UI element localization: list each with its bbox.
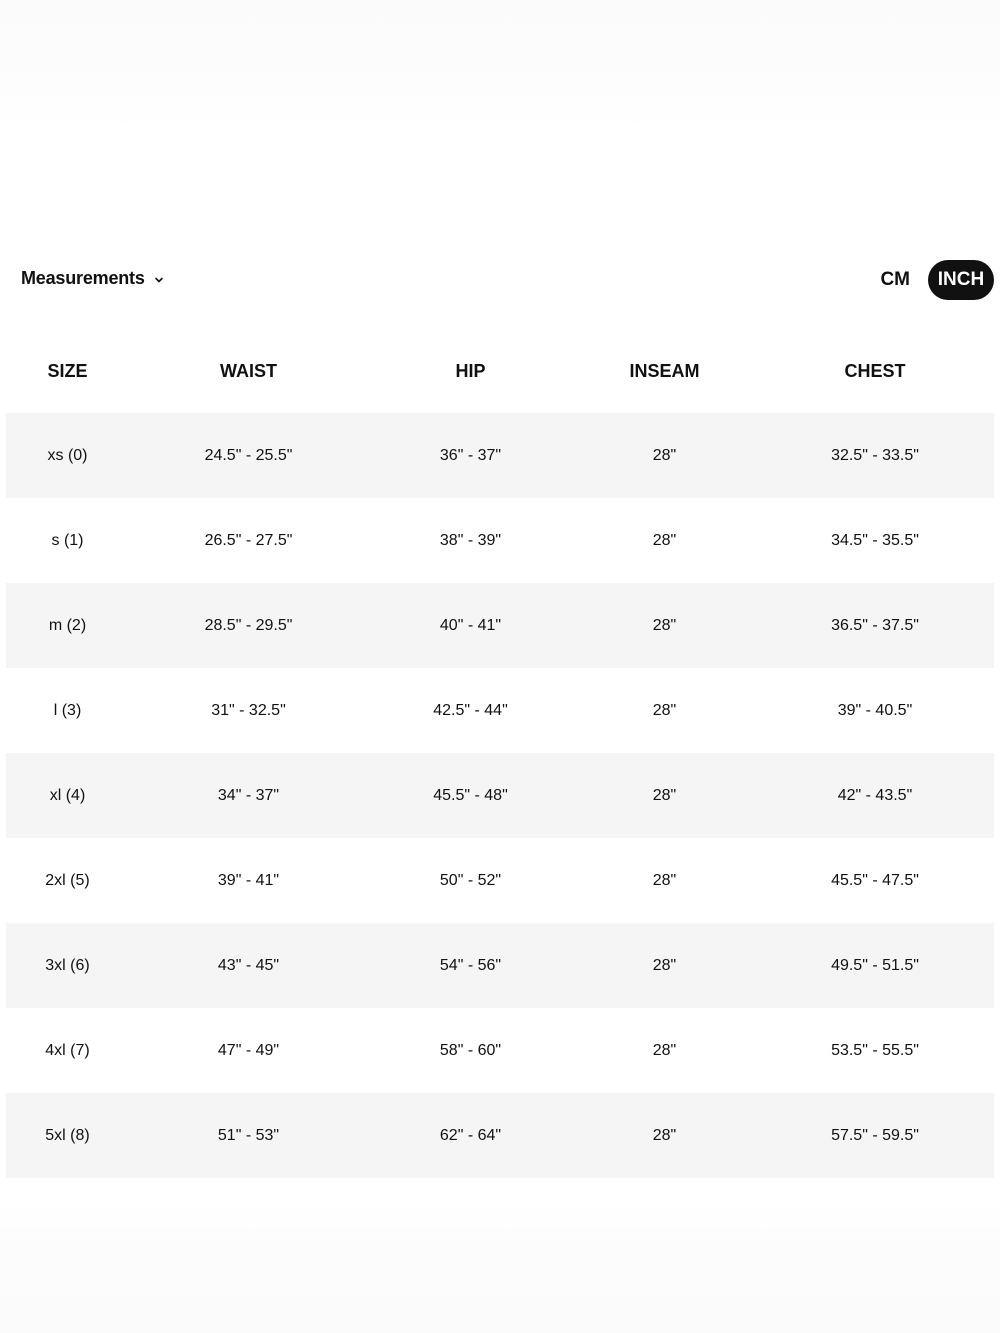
table-row [6, 1093, 994, 1178]
table-row [6, 498, 994, 583]
header-waist: WAIST [220, 361, 277, 381]
measurements-label: Measurements [21, 268, 145, 288]
cell-waist: 43" - 45" [217, 956, 280, 974]
cell-size: xs (0) [47, 446, 88, 464]
cell-inseam: 28" [652, 956, 677, 974]
cell-hip: 45.5" - 48" [433, 786, 508, 804]
cell-size: 2xl (5) [45, 871, 90, 889]
table-row [6, 583, 994, 668]
cell-size: s (1) [51, 531, 84, 549]
cell-inseam: 28" [652, 531, 677, 549]
cell-hip: 58" - 60" [439, 1041, 502, 1059]
cell-chest: 57.5" - 59.5" [831, 1126, 919, 1144]
unit-toggle [880, 260, 994, 300]
cell-inseam: 28" [652, 1126, 677, 1144]
cell-chest: 45.5" - 47.5" [831, 871, 919, 889]
cell-size: 5xl (8) [45, 1126, 90, 1144]
top-background [0, 0, 1000, 130]
cell-size: l (3) [53, 701, 82, 719]
cell-hip: 42.5" - 44" [433, 701, 508, 719]
cell-size: m (2) [48, 616, 87, 634]
cell-chest: 42" - 43.5" [837, 786, 913, 804]
cell-chest: 36.5" - 37.5" [831, 616, 919, 634]
size-chart-toolbar [0, 258, 1000, 302]
cell-inseam: 28" [652, 446, 677, 464]
unit-inch-button[interactable]: INCH [928, 260, 994, 300]
cell-size: 4xl (7) [45, 1041, 90, 1059]
cell-waist: 26.5" - 27.5" [204, 531, 293, 549]
table-row [6, 1008, 994, 1093]
cell-waist: 28.5" - 29.5" [204, 616, 293, 634]
cell-inseam: 28" [652, 616, 677, 634]
cell-size: 3xl (6) [45, 956, 90, 974]
header-hip: HIP [455, 361, 486, 381]
cell-chest: 32.5" - 33.5" [831, 446, 919, 464]
unit-cm-button[interactable]: CM [880, 269, 910, 290]
cell-inseam: 28" [652, 1041, 677, 1059]
header-inseam: INSEAM [629, 361, 700, 381]
cell-waist: 34" - 37" [217, 786, 280, 804]
cell-chest: 49.5" - 51.5" [831, 956, 919, 974]
cell-hip: 54" - 56" [439, 956, 502, 974]
table-body [6, 413, 994, 1178]
table-row [6, 838, 994, 923]
cell-hip: 50" - 52" [439, 871, 502, 889]
bottom-background [0, 1200, 1000, 1333]
cell-chest: 53.5" - 55.5" [831, 1041, 919, 1059]
cell-waist: 51" - 53" [217, 1126, 280, 1144]
table-row [6, 668, 994, 753]
table-row [6, 923, 994, 1008]
cell-chest: 39" - 40.5" [837, 701, 913, 719]
cell-waist: 24.5" - 25.5" [204, 446, 293, 464]
cell-hip: 36" - 37" [439, 446, 502, 464]
size-chart-table [6, 330, 994, 1178]
cell-inseam: 28" [652, 701, 677, 719]
header-chest: CHEST [844, 361, 906, 381]
measurements-dropdown[interactable] [21, 268, 165, 289]
cell-waist: 31" - 32.5" [211, 701, 286, 719]
cell-inseam: 28" [652, 871, 677, 889]
cell-hip: 38" - 39" [439, 531, 502, 549]
cell-hip: 40" - 41" [439, 616, 502, 634]
chevron-down-icon [153, 273, 165, 285]
table-row [6, 753, 994, 838]
cell-chest: 34.5" - 35.5" [831, 531, 919, 549]
table-header-row [6, 330, 994, 413]
cell-hip: 62" - 64" [439, 1126, 502, 1144]
cell-waist: 47" - 49" [217, 1041, 280, 1059]
cell-size: xl (4) [49, 786, 86, 804]
cell-waist: 39" - 41" [217, 871, 280, 889]
table-row [6, 413, 994, 498]
header-size: SIZE [47, 361, 88, 381]
cell-inseam: 28" [652, 786, 677, 804]
